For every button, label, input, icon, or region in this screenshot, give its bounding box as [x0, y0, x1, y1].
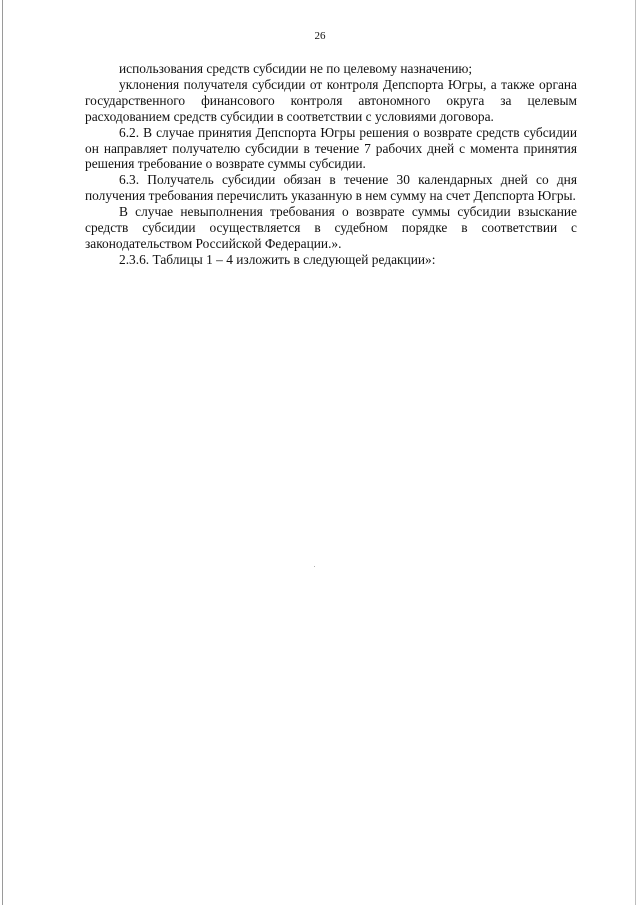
page-number: 26	[314, 30, 326, 42]
scan-right-edge	[635, 0, 636, 905]
paragraph-court-recovery: В случае невыполнения требования о возврате суммы субсидии взыскание средств субсидии осуществляется в судебном порядке в соответствии с законодательством Российской Федерации.».	[85, 204, 577, 251]
paragraph-6-2: 6.2. В случае принятия Депспорта Югры решения о возврате средств субсидии он направляет получателю субсидии в течение 7 рабочих дней с момента принятия решения требование о возврате суммы субсидии.	[85, 124, 577, 172]
scan-speck	[314, 566, 315, 567]
paragraph-2-3-6: 2.3.6. Таблицы 1 – 4 изложить в следующей редакции»:	[119, 251, 436, 267]
paragraph-6-3: 6.3. Получатель субсидии обязан в течение 30 календарных дней со дня получения требования перечислить указанную в нем сумму на счет Депспорта Югры.	[85, 172, 577, 204]
scan-left-edge	[2, 0, 3, 905]
paragraph-misuse-clause: использования средств субсидии не по целевому назначению;	[119, 61, 473, 76]
paragraph-control-evasion-clause: уклонения получателя субсидии от контроля Депспорта Югры, а также органа государственного финансового контроля автономного округа за целевым расходованием средств субсидии в соответствии с условиями договора.	[85, 76, 577, 124]
document-body	[85, 61, 577, 268]
